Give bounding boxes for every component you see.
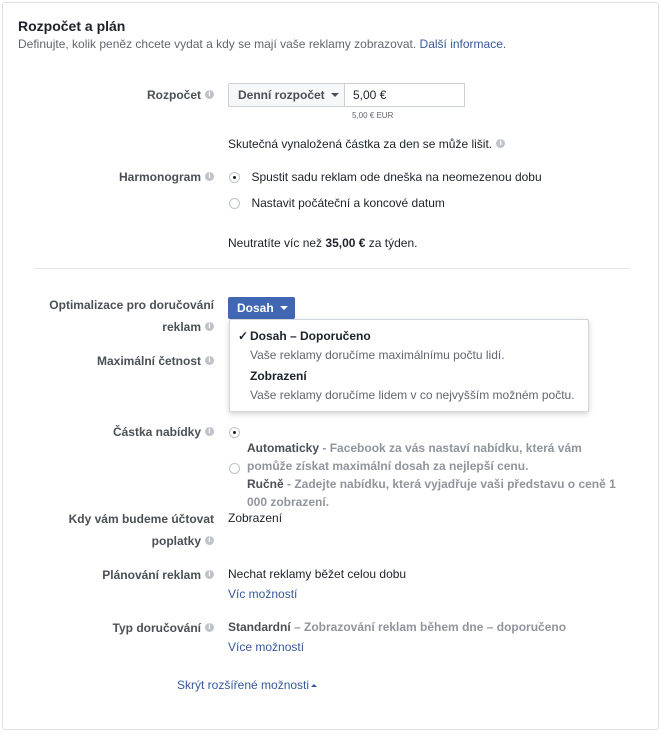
budget-note-text: Skutečná vynaložená částka za den se může lišit. bbox=[228, 137, 493, 151]
bid-manual-desc-1: - Zadejte nabídku, která vyjadřuje vaši představu o ceně 1 bbox=[283, 477, 616, 491]
subtitle-text: Definujte, kolik peněz chcete vydat a kdy se mají vaše reklamy zobrazovat. bbox=[18, 37, 417, 51]
dropdown-item-reach[interactable] bbox=[238, 329, 578, 362]
budget-type-dropdown[interactable] bbox=[228, 83, 345, 107]
info-icon[interactable]: i bbox=[205, 172, 214, 181]
bid-amount-label-text: Částka nabídky bbox=[112, 425, 201, 439]
radio-unchecked[interactable] bbox=[229, 463, 240, 474]
summary-suffix: za týden. bbox=[368, 236, 418, 250]
ad-scheduling-label-text: Plánování reklam bbox=[102, 568, 201, 582]
schedule-label-text: Harmonogram bbox=[118, 170, 201, 184]
summary-amount: 35,00 € bbox=[325, 236, 366, 250]
delivery-type-label-text: Typ doručování bbox=[112, 621, 201, 635]
bid-auto-desc-1: - Facebook za vás nastaví nabídku, která vám bbox=[319, 441, 582, 455]
delivery-type-value bbox=[228, 620, 566, 634]
bid-manual-desc-2: 000 zobrazení. bbox=[247, 495, 330, 509]
info-icon[interactable]: i bbox=[205, 570, 214, 579]
info-icon[interactable]: i bbox=[205, 623, 214, 632]
section-title: Rozpočet a plán bbox=[18, 18, 126, 34]
max-frequency-label-text: Maximální četnost bbox=[96, 354, 201, 368]
optimization-label bbox=[30, 294, 214, 338]
dropdown-item-impressions-desc: Vaše reklamy doručíme lidem v co nejvyšším možném počtu. bbox=[250, 388, 575, 402]
optimization-label-line2: reklam bbox=[162, 320, 201, 334]
section-divider bbox=[34, 268, 630, 269]
delivery-type-label bbox=[60, 617, 214, 639]
dropdown-item-impressions-title: Zobrazení bbox=[250, 369, 307, 383]
delivery-type-value-rest: – Zobrazování reklam během dne – doporučeno bbox=[290, 620, 567, 634]
schedule-label bbox=[60, 166, 214, 188]
budget-amount-input[interactable]: 5,00 € bbox=[344, 83, 465, 107]
check-icon: ✓ bbox=[238, 329, 249, 343]
radio-unchecked[interactable] bbox=[229, 198, 240, 209]
bid-amount-label bbox=[60, 421, 214, 443]
more-info-link[interactable]: Další informace. bbox=[419, 37, 507, 51]
info-icon[interactable]: i bbox=[205, 356, 214, 365]
optimization-dropdown-menu bbox=[229, 319, 589, 412]
max-frequency-label bbox=[60, 350, 214, 372]
optimization-label-line1: Optimalizace pro doručování bbox=[49, 298, 214, 312]
billing-label-line2: poplatky bbox=[151, 534, 201, 548]
budget-type-label: Denní rozpočet bbox=[238, 88, 325, 102]
delivery-type-value-bold: Standardní bbox=[228, 620, 291, 634]
budget-note bbox=[228, 137, 505, 151]
optimization-dropdown-button[interactable] bbox=[228, 297, 295, 319]
caret-down-icon bbox=[280, 306, 288, 310]
section-subtitle bbox=[18, 37, 506, 51]
info-icon[interactable]: i bbox=[205, 536, 214, 545]
billing-label bbox=[30, 508, 214, 552]
bid-manual-title: Ručně bbox=[247, 477, 284, 491]
info-icon[interactable]: i bbox=[205, 322, 214, 331]
dropdown-item-impressions[interactable] bbox=[238, 369, 578, 402]
dropdown-item-reach-title: Dosah – Doporučeno bbox=[250, 329, 371, 343]
info-icon[interactable]: i bbox=[496, 139, 505, 148]
radio-checked[interactable] bbox=[229, 427, 240, 438]
bid-auto-desc-2: pomůže získat maximální dosah za nejlepší cenu. bbox=[247, 459, 529, 473]
radio-checked[interactable] bbox=[229, 172, 240, 183]
schedule-option-ongoing-label: Spustit sadu reklam ode dneška na neomezenou dobu bbox=[251, 170, 542, 184]
ad-scheduling-value: Nechat reklamy běžet celou dobu bbox=[228, 567, 407, 581]
info-icon[interactable]: i bbox=[205, 90, 214, 99]
caret-up-icon bbox=[311, 684, 317, 687]
info-icon[interactable]: i bbox=[205, 427, 214, 436]
budget-currency-hint: 5,00 € EUR bbox=[352, 111, 394, 120]
billing-value: Zobrazení bbox=[228, 511, 283, 525]
hide-advanced-options-link[interactable] bbox=[177, 676, 317, 694]
summary-prefix: Neutratíte víc než bbox=[228, 236, 323, 250]
optimization-button-label: Dosah bbox=[237, 301, 274, 315]
bid-auto-title: Automaticky bbox=[247, 441, 320, 455]
schedule-option-dates-label: Nastavit počáteční a koncové datum bbox=[251, 196, 445, 210]
budget-label-text: Rozpočet bbox=[147, 88, 201, 102]
caret-down-icon bbox=[331, 93, 339, 97]
delivery-type-more-link[interactable]: Více možností bbox=[228, 640, 305, 654]
ad-scheduling-label bbox=[60, 564, 214, 586]
weekly-spend-summary bbox=[228, 236, 417, 250]
schedule-option-ongoing[interactable] bbox=[229, 168, 542, 186]
ad-scheduling-more-link[interactable]: Víc možností bbox=[228, 587, 298, 601]
budget-label bbox=[60, 84, 214, 106]
billing-label-line1: Kdy vám budeme účtovat bbox=[68, 512, 214, 526]
dropdown-item-reach-desc: Vaše reklamy doručíme maximálnímu počtu lidí. bbox=[250, 348, 505, 362]
bid-option-manual[interactable] bbox=[229, 457, 629, 511]
hide-advanced-options-text: Skrýt rozšířené možnosti bbox=[177, 678, 310, 692]
schedule-option-dates[interactable] bbox=[229, 194, 445, 212]
